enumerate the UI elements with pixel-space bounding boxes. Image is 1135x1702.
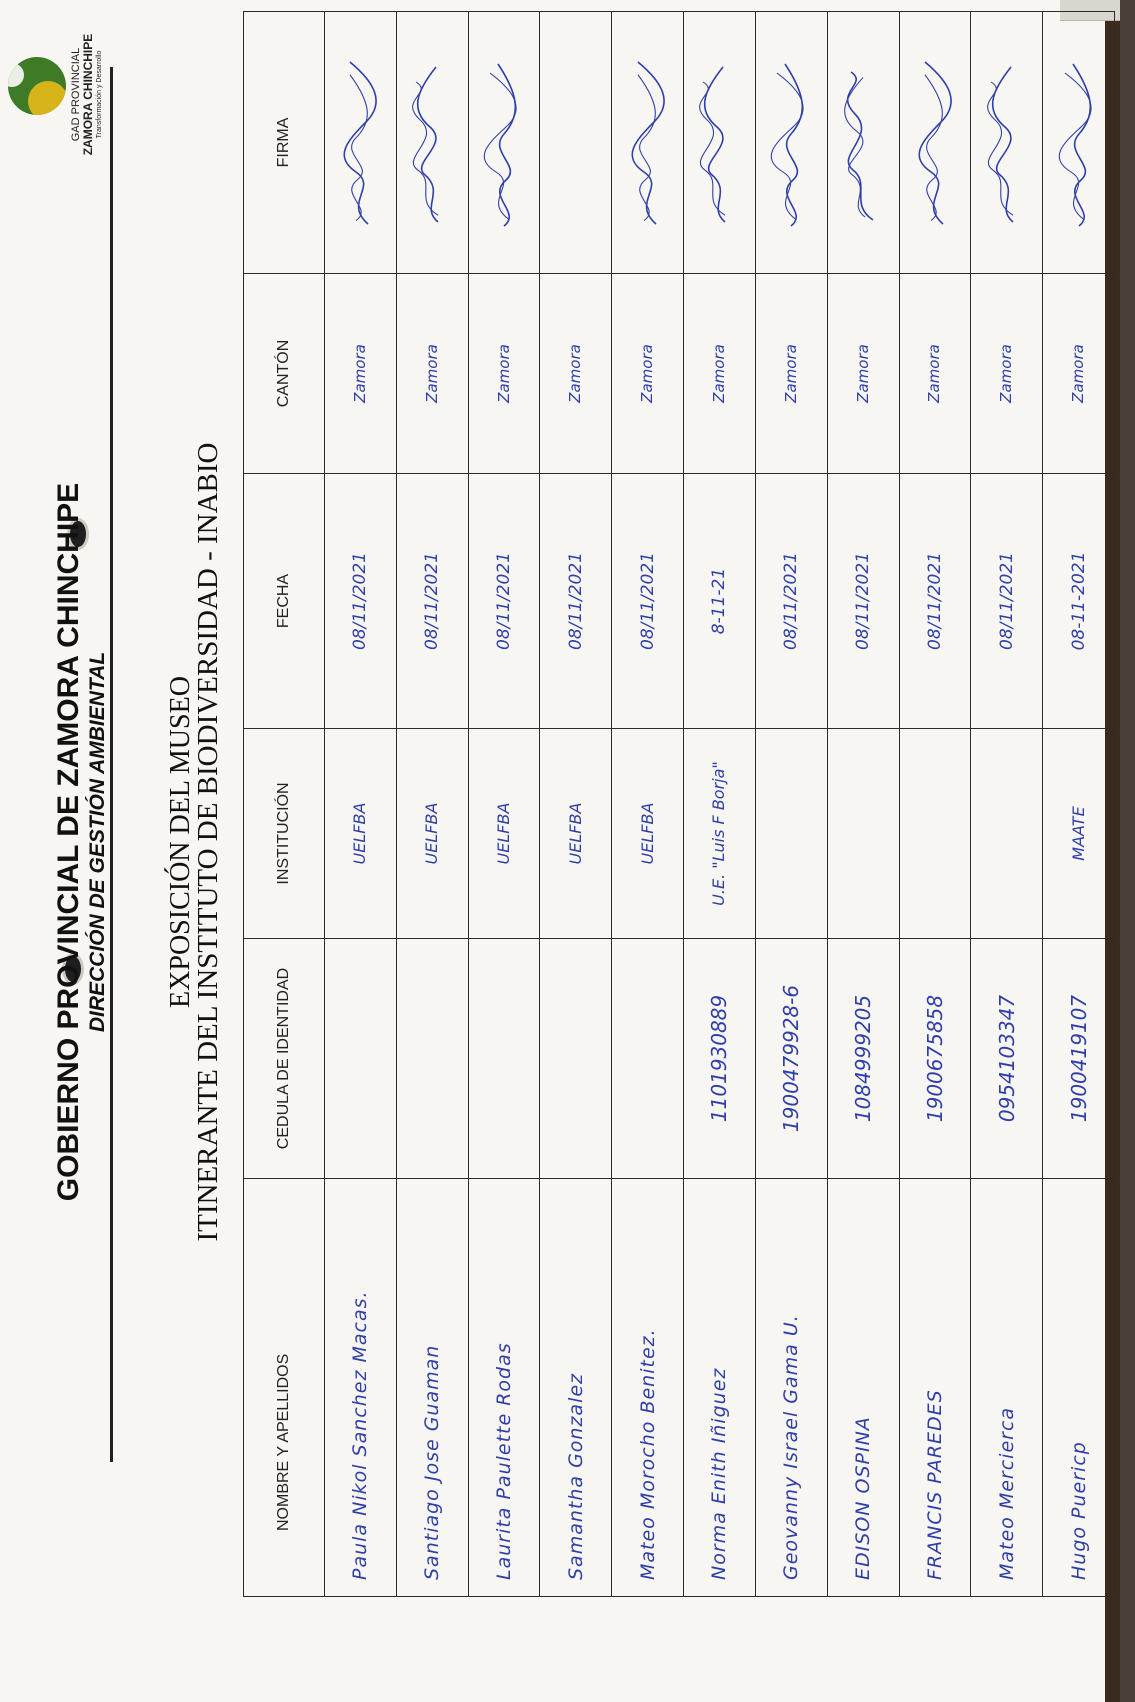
handwritten-date: 8-11-21 (709, 567, 730, 635)
cell-signature (325, 12, 397, 274)
handwritten-institution: UELFBA (422, 802, 442, 865)
cell-canton (684, 274, 756, 474)
handwritten-institution: UELFBA (637, 802, 657, 865)
signature-scribble (626, 53, 670, 233)
cell-date (971, 474, 1043, 729)
logo-emblem-icon (8, 57, 66, 115)
column-header-date: FECHA (244, 474, 325, 729)
handwritten-id: 1900479928-6 (779, 984, 804, 1133)
handwritten-name: Hugo Puericp (1067, 1441, 1090, 1580)
table-row (468, 12, 540, 1597)
cell-name (971, 1179, 1043, 1597)
cell-id (899, 939, 971, 1179)
cell-id (971, 939, 1043, 1179)
event-title-line1: EXPOSICIÓN DEL MUSEO (165, 676, 196, 1008)
handwritten-canton: Zamora (925, 344, 944, 403)
table-row (684, 12, 756, 1597)
cell-signature (827, 12, 899, 274)
cell-id (827, 939, 899, 1179)
table-row (612, 12, 684, 1597)
handwritten-name: FRANCIS PAREDES (923, 1389, 946, 1580)
cell-institution (396, 729, 468, 939)
cell-name (1043, 1179, 1115, 1597)
handwritten-date: 08/11/2021 (637, 552, 658, 650)
logo-line: GAD PROVINCIAL (70, 47, 82, 142)
table-row (971, 12, 1043, 1597)
cell-signature (540, 12, 612, 274)
cell-id (325, 939, 397, 1179)
cell-name (612, 1179, 684, 1597)
cell-institution (971, 729, 1043, 939)
handwritten-date: 08/11/2021 (924, 552, 945, 650)
cell-id (755, 939, 827, 1179)
cell-canton (755, 274, 827, 474)
handwritten-name: EDISON OSPINA (852, 1416, 875, 1580)
logo-line: ZAMORA CHINCHIPE (81, 33, 95, 156)
handwritten-canton: Zamora (422, 344, 441, 403)
table-row (540, 12, 612, 1597)
handwritten-canton: Zamora (494, 344, 513, 403)
cell-date (540, 474, 612, 729)
handwritten-canton: Zamora (853, 344, 872, 403)
cell-institution (684, 729, 756, 939)
table-row (899, 12, 971, 1597)
column-header-name: NOMBRE Y APELLIDOS (244, 1179, 325, 1597)
header-rule (110, 67, 113, 1462)
org-title: GOBIERNO PROVINCIAL DE ZAMORA CHINCHIPE (52, 482, 85, 1202)
handwritten-id: 1084999205 (851, 994, 876, 1123)
handwritten-institution: MAATE (1068, 806, 1088, 861)
handwritten-date: 08/11/2021 (853, 552, 874, 650)
cell-signature (1043, 12, 1115, 274)
table-row (396, 12, 468, 1597)
handwritten-canton: Zamora (350, 344, 369, 403)
cell-id (612, 939, 684, 1179)
handwritten-id: 1900419107 (1066, 994, 1091, 1123)
cell-date (396, 474, 468, 729)
handwritten-name: Samantha Gonzalez (564, 1372, 587, 1580)
table-row (755, 12, 827, 1597)
cell-name (684, 1179, 756, 1597)
handwritten-canton: Zamora (566, 344, 585, 403)
signature-scribble (338, 53, 382, 233)
event-title-line2: ITINERANTE DEL INSTITUTO DE BIODIVERSIDAD - INABIO (192, 442, 224, 1242)
cell-id (468, 939, 540, 1179)
cell-date (827, 474, 899, 729)
cell-canton (899, 274, 971, 474)
cell-name (755, 1179, 827, 1597)
cell-date (612, 474, 684, 729)
cell-canton (325, 274, 397, 474)
cell-signature (899, 12, 971, 274)
signature-scribble (913, 53, 957, 233)
cell-date (325, 474, 397, 729)
cell-institution (612, 729, 684, 939)
cell-date (1043, 474, 1115, 729)
cell-institution (827, 729, 899, 939)
signature-scribble (769, 53, 813, 233)
cell-date (468, 474, 540, 729)
cell-institution (540, 729, 612, 939)
cell-name (540, 1179, 612, 1597)
handwritten-institution: UELFBA (494, 802, 514, 865)
cell-name (396, 1179, 468, 1597)
cell-signature (971, 12, 1043, 274)
handwritten-id: 1101930889 (707, 994, 732, 1123)
signature-scribble (697, 53, 741, 233)
cell-signature (468, 12, 540, 274)
cell-date (684, 474, 756, 729)
handwritten-name: Norma Enith Iñiguez (708, 1367, 731, 1580)
cell-canton (612, 274, 684, 474)
signature-scribble (1057, 53, 1101, 233)
cell-institution (1043, 729, 1115, 939)
cell-date (755, 474, 827, 729)
cell-canton (540, 274, 612, 474)
logo-text (70, 32, 106, 157)
handwritten-name: Santiago Jose Guaman (421, 1344, 444, 1580)
signature-scribble (482, 53, 526, 233)
table-row (827, 12, 899, 1597)
cell-institution (325, 729, 397, 939)
cell-signature (612, 12, 684, 274)
signature-scribble (841, 53, 885, 233)
signature-scribble (410, 53, 454, 233)
signature-scribble (985, 53, 1029, 233)
cell-institution (468, 729, 540, 939)
cell-name (325, 1179, 397, 1597)
table-row (1043, 12, 1115, 1597)
handwritten-name: Paula Nikol Sanchez Macas. (349, 1290, 372, 1580)
table-row (325, 12, 397, 1597)
cell-id (1043, 939, 1115, 1179)
column-header-signature: FIRMA (244, 12, 325, 274)
handwritten-canton: Zamora (1069, 344, 1088, 403)
handwritten-date: 08/11/2021 (996, 552, 1017, 650)
column-header-id: CEDULA DE IDENTIDAD (244, 939, 325, 1179)
handwritten-name: Mateo Morocho Benitez. (636, 1328, 659, 1580)
column-header-institution: INSTITUCIÓN (244, 729, 325, 939)
cell-name (899, 1179, 971, 1597)
cell-canton (468, 274, 540, 474)
handwritten-institution: U.E. "Luis F Borja" (709, 761, 729, 906)
cell-name (468, 1179, 540, 1597)
handwritten-name: Laurita Paulette Rodas (493, 1342, 516, 1580)
cell-date (899, 474, 971, 729)
handwritten-date: 08/11/2021 (350, 552, 371, 650)
cell-signature (755, 12, 827, 274)
handwritten-name: Mateo Mercierca (995, 1406, 1018, 1580)
cell-canton (396, 274, 468, 474)
cell-signature (396, 12, 468, 274)
handwritten-institution: UELFBA (350, 802, 370, 865)
handwritten-canton: Zamora (638, 344, 657, 403)
cell-id (396, 939, 468, 1179)
handwritten-id: 1900675858 (922, 994, 947, 1123)
logo-line: Transformación y Desarrollo (96, 50, 103, 139)
handwritten-name: Geovanny Israel Gama U. (780, 1314, 803, 1580)
cell-id (540, 939, 612, 1179)
handwritten-date: 08-11-2021 (1068, 551, 1089, 651)
handwritten-date: 08/11/2021 (422, 552, 443, 650)
cell-name (827, 1179, 899, 1597)
handwritten-institution: UELFBA (565, 802, 585, 865)
cell-id (684, 939, 756, 1179)
cell-canton (971, 274, 1043, 474)
department-title: DIRECCIÓN DE GESTIÓN AMBIENTAL (86, 651, 109, 1033)
cell-signature (684, 12, 756, 274)
handwritten-canton: Zamora (709, 344, 728, 403)
handwritten-date: 08/11/2021 (565, 552, 586, 650)
cell-canton (827, 274, 899, 474)
handwritten-canton: Zamora (997, 344, 1016, 403)
cell-canton (1043, 274, 1115, 474)
column-header-canton: CANTÓN (244, 274, 325, 474)
handwritten-id: 0954103347 (994, 994, 1019, 1123)
cell-institution (899, 729, 971, 939)
handwritten-date: 08/11/2021 (781, 552, 802, 650)
table-header-row (244, 12, 325, 1597)
attendance-table (243, 11, 1115, 1597)
cell-institution (755, 729, 827, 939)
handwritten-date: 08/11/2021 (494, 552, 515, 650)
handwritten-canton: Zamora (781, 344, 800, 403)
